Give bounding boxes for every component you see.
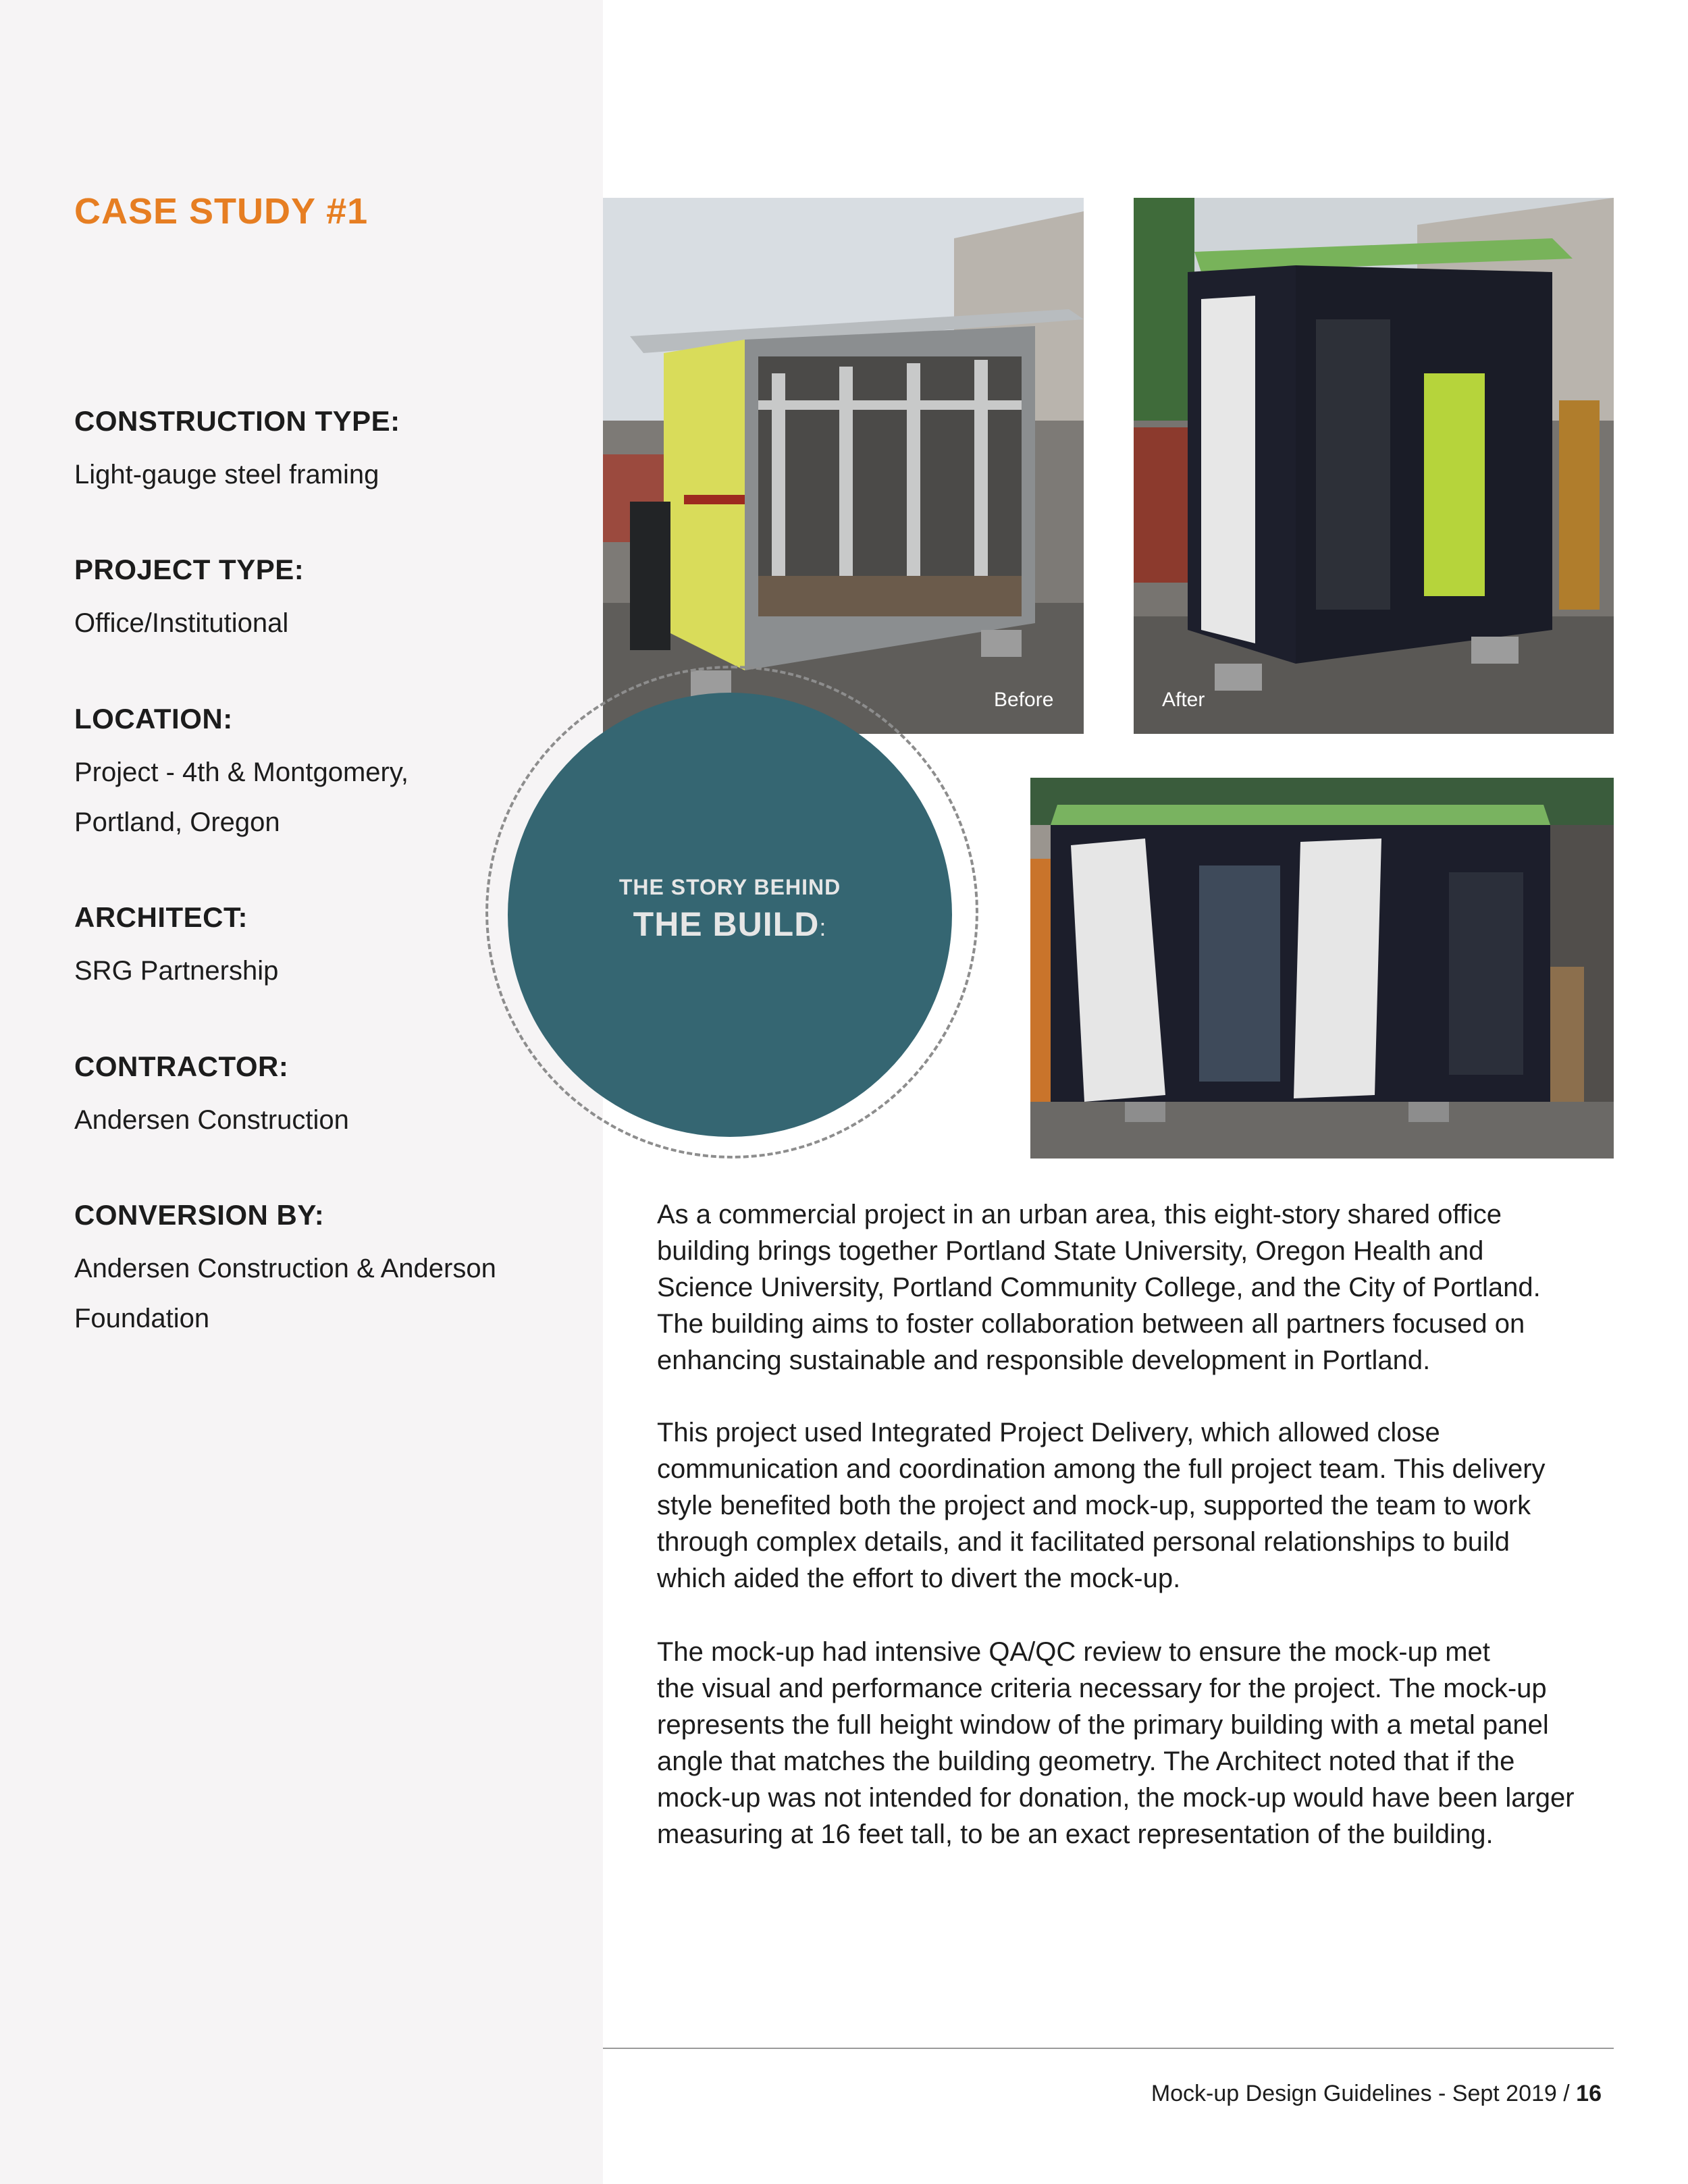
construction-type-label: CONSTRUCTION TYPE: (74, 405, 400, 437)
footer-divider (603, 2048, 1614, 2049)
story-title-main: THE BUILD (633, 905, 820, 943)
after-photo (1134, 198, 1614, 734)
footer-title: Mock-up Design Guidelines - Sept 2019 / (1151, 2081, 1577, 2106)
body-paragraph-1 (657, 1196, 1623, 1379)
case-study-title: CASE STUDY #1 (74, 191, 369, 232)
text-line: through complex details, and it facilitated personal relationships to build (657, 1527, 1510, 1557)
location-label: LOCATION: (74, 703, 233, 735)
story-title-suffix: : (819, 913, 827, 941)
after-caption: After (1162, 689, 1205, 711)
text-line: mock-up was not intended for donation, the mock-up would have been larger (657, 1783, 1575, 1813)
before-caption: Before (994, 689, 1054, 711)
body-paragraph-2 (657, 1414, 1623, 1597)
conversion-by-value-line-1: Andersen Construction & Anderson (74, 1254, 496, 1283)
construction-type-value: Light-gauge steel framing (74, 460, 379, 489)
text-line: angle that matches the building geometry. The Architect noted that if the (657, 1747, 1515, 1776)
body-paragraph-3 (657, 1634, 1623, 1853)
story-title (508, 905, 952, 944)
text-line: communication and coordination among the full project team. This delivery (657, 1454, 1546, 1484)
sidebar (0, 0, 603, 2184)
text-line: the visual and performance criteria necessary for the project. The mock-up (657, 1674, 1547, 1703)
text-line: enhancing sustainable and responsible development in Portland. (657, 1346, 1431, 1375)
story-kicker: THE STORY BEHIND (618, 875, 841, 899)
text-line: measuring at 16 feet tall, to be an exact representation of the building. (657, 1819, 1494, 1849)
location-value-line-2: Portland, Oregon (74, 807, 280, 837)
text-line: style benefited both the project and mock-up, supported the team to work (657, 1491, 1531, 1520)
text-line: building brings together Portland State University, Oregon Health and (657, 1236, 1484, 1266)
text-line: which aided the effort to divert the mock-up. (657, 1564, 1181, 1593)
text-line: Science University, Portland Community College, and the City of Portland. (657, 1273, 1541, 1302)
text-line: The building aims to foster collaboration between all partners focused on (657, 1309, 1525, 1339)
before-photo (603, 198, 1084, 734)
page-number: 16 (1576, 2081, 1602, 2106)
contractor-value: Andersen Construction (74, 1105, 349, 1135)
project-type-value: Office/Institutional (74, 608, 289, 638)
footer (1151, 2081, 1602, 2107)
finished-mockup-photo (1030, 778, 1614, 1158)
conversion-by-value-line-2: Foundation (74, 1304, 210, 1333)
text-line: As a commercial project in an urban area, this eight-story shared office (657, 1200, 1502, 1229)
project-type-label: PROJECT TYPE: (74, 554, 305, 585)
architect-label: ARCHITECT: (74, 901, 248, 933)
text-line: The mock-up had intensive QA/QC review to ensure the mock-up met (657, 1637, 1490, 1667)
architect-value: SRG Partnership (74, 956, 279, 986)
location-value-line-1: Project - 4th & Montgomery, (74, 757, 408, 787)
contractor-label: CONTRACTOR: (74, 1050, 289, 1082)
text-line: This project used Integrated Project Delivery, which allowed close (657, 1418, 1440, 1447)
text-line: represents the full height window of the primary building with a metal panel (657, 1710, 1549, 1740)
conversion-by-label: CONVERSION BY: (74, 1199, 325, 1231)
